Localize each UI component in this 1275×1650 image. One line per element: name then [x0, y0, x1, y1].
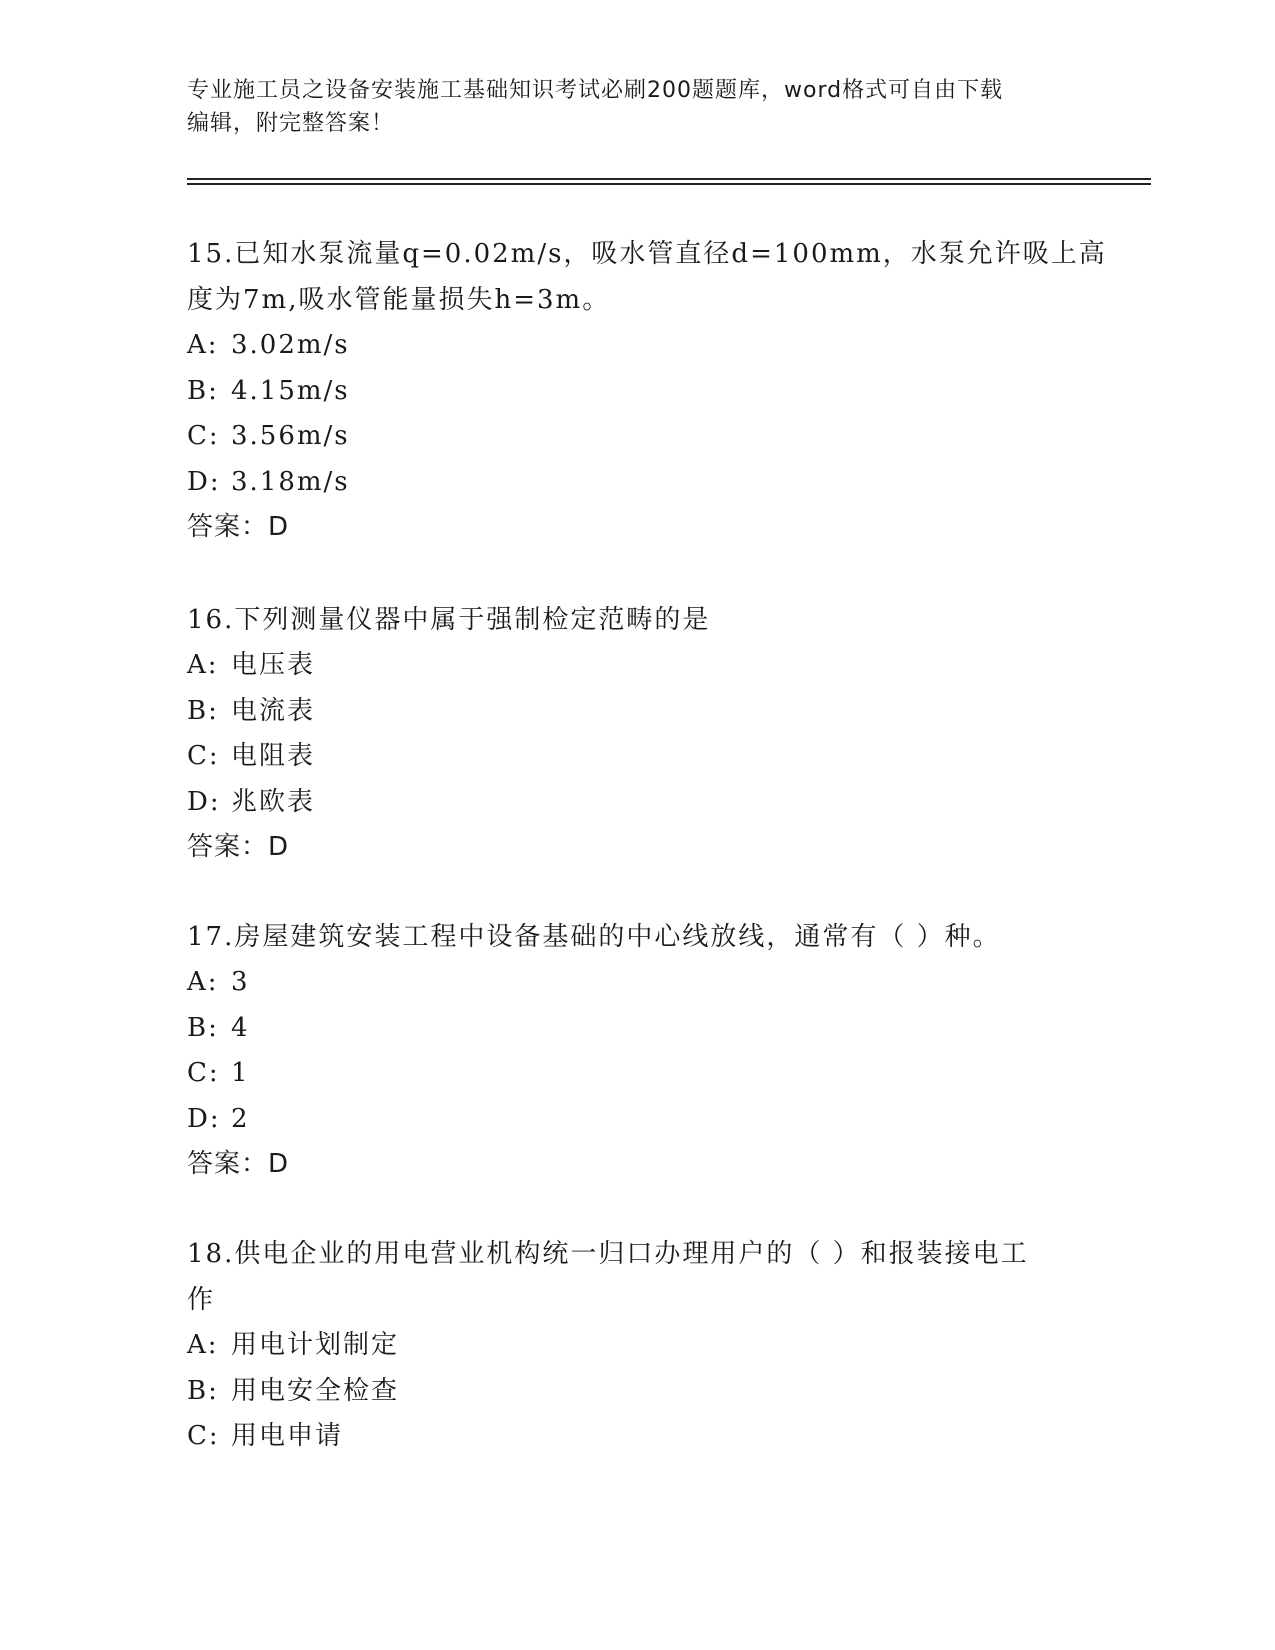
question-18 [187, 1231, 1087, 1460]
header-divider-top [187, 178, 1151, 180]
option-label: C: [187, 1421, 220, 1451]
option-text: 用电计划制定 [231, 1330, 400, 1360]
option-a [187, 1323, 1087, 1369]
option-a [187, 323, 1087, 369]
option-label: B: [187, 1012, 219, 1043]
option-c [187, 1414, 1087, 1460]
option-text: 兆欧表 [231, 786, 316, 817]
option-a [187, 960, 1087, 1006]
option-b [187, 1369, 1087, 1415]
question-stem-line: 度为7m,吸水管能量损失h=3m。 [187, 285, 611, 315]
option-b [187, 689, 1087, 735]
header-divider-bottom [187, 183, 1151, 185]
option-text: 电阻表 [231, 741, 316, 771]
question-stem-line: 16.下列测量仪器中属于强制检定范畴的是 [187, 605, 711, 635]
option-label: D: [187, 466, 221, 497]
option-label: A: [187, 967, 219, 997]
option-a [187, 643, 1087, 689]
option-c [187, 414, 1087, 460]
option-text: 1 [231, 1058, 250, 1088]
option-label: B: [187, 375, 219, 406]
option-text: 用电安全检查 [231, 1375, 400, 1406]
option-b [187, 369, 1087, 415]
option-d [187, 460, 1087, 506]
option-text: 3.56m/s [231, 421, 350, 451]
option-c [187, 1051, 1087, 1097]
option-text: 电压表 [231, 650, 316, 680]
option-label: A: [187, 650, 219, 680]
option-text: 2 [231, 1103, 250, 1134]
option-label: C: [187, 1058, 220, 1088]
header-title-line-1: 专业施工员之设备安装施工基础知识考试必刷200题题库，word格式可自由下载 [187, 78, 1004, 103]
option-text: 3.18m/s [231, 466, 350, 497]
option-label: A: [187, 330, 219, 360]
question-stem-line: 15.已知水泵流量q=0.02m/s，吸水管直径d=100mm，水泵允许吸上高 [187, 239, 1107, 269]
answer-line: 答案：D [187, 1149, 290, 1179]
option-text: 4.15m/s [231, 375, 350, 406]
option-label: D: [187, 1103, 221, 1134]
option-text: 用电申请 [231, 1421, 344, 1451]
option-text: 电流表 [231, 695, 316, 726]
option-text: 3 [231, 967, 250, 997]
question-stem-line: 作 [187, 1285, 216, 1315]
question-16 [187, 597, 1087, 871]
question-stem-line: 18.供电企业的用电营业机构统一归口办理用户的（ ）和报装接电工 [187, 1239, 1029, 1269]
question-stem-line: 17.房屋建筑安装工程中设备基础的中心线放线，通常有（ ）种。 [187, 922, 1001, 952]
question-17 [187, 914, 1087, 1188]
answer-line: 答案：D [187, 832, 290, 862]
option-label: C: [187, 741, 220, 771]
option-label: B: [187, 1375, 219, 1406]
option-text: 4 [231, 1012, 250, 1043]
option-c [187, 734, 1087, 780]
question-15 [187, 231, 1107, 551]
option-label: A: [187, 1330, 219, 1360]
option-d [187, 780, 1087, 826]
option-label: B: [187, 695, 219, 726]
option-b [187, 1006, 1087, 1052]
option-label: D: [187, 786, 221, 817]
option-d [187, 1097, 1087, 1143]
option-label: C: [187, 421, 220, 451]
header-title-line-2: 编辑，附完整答案！ [187, 111, 395, 136]
document-header [187, 74, 1087, 140]
option-text: 3.02m/s [231, 330, 350, 360]
answer-line: 答案：D [187, 512, 290, 542]
